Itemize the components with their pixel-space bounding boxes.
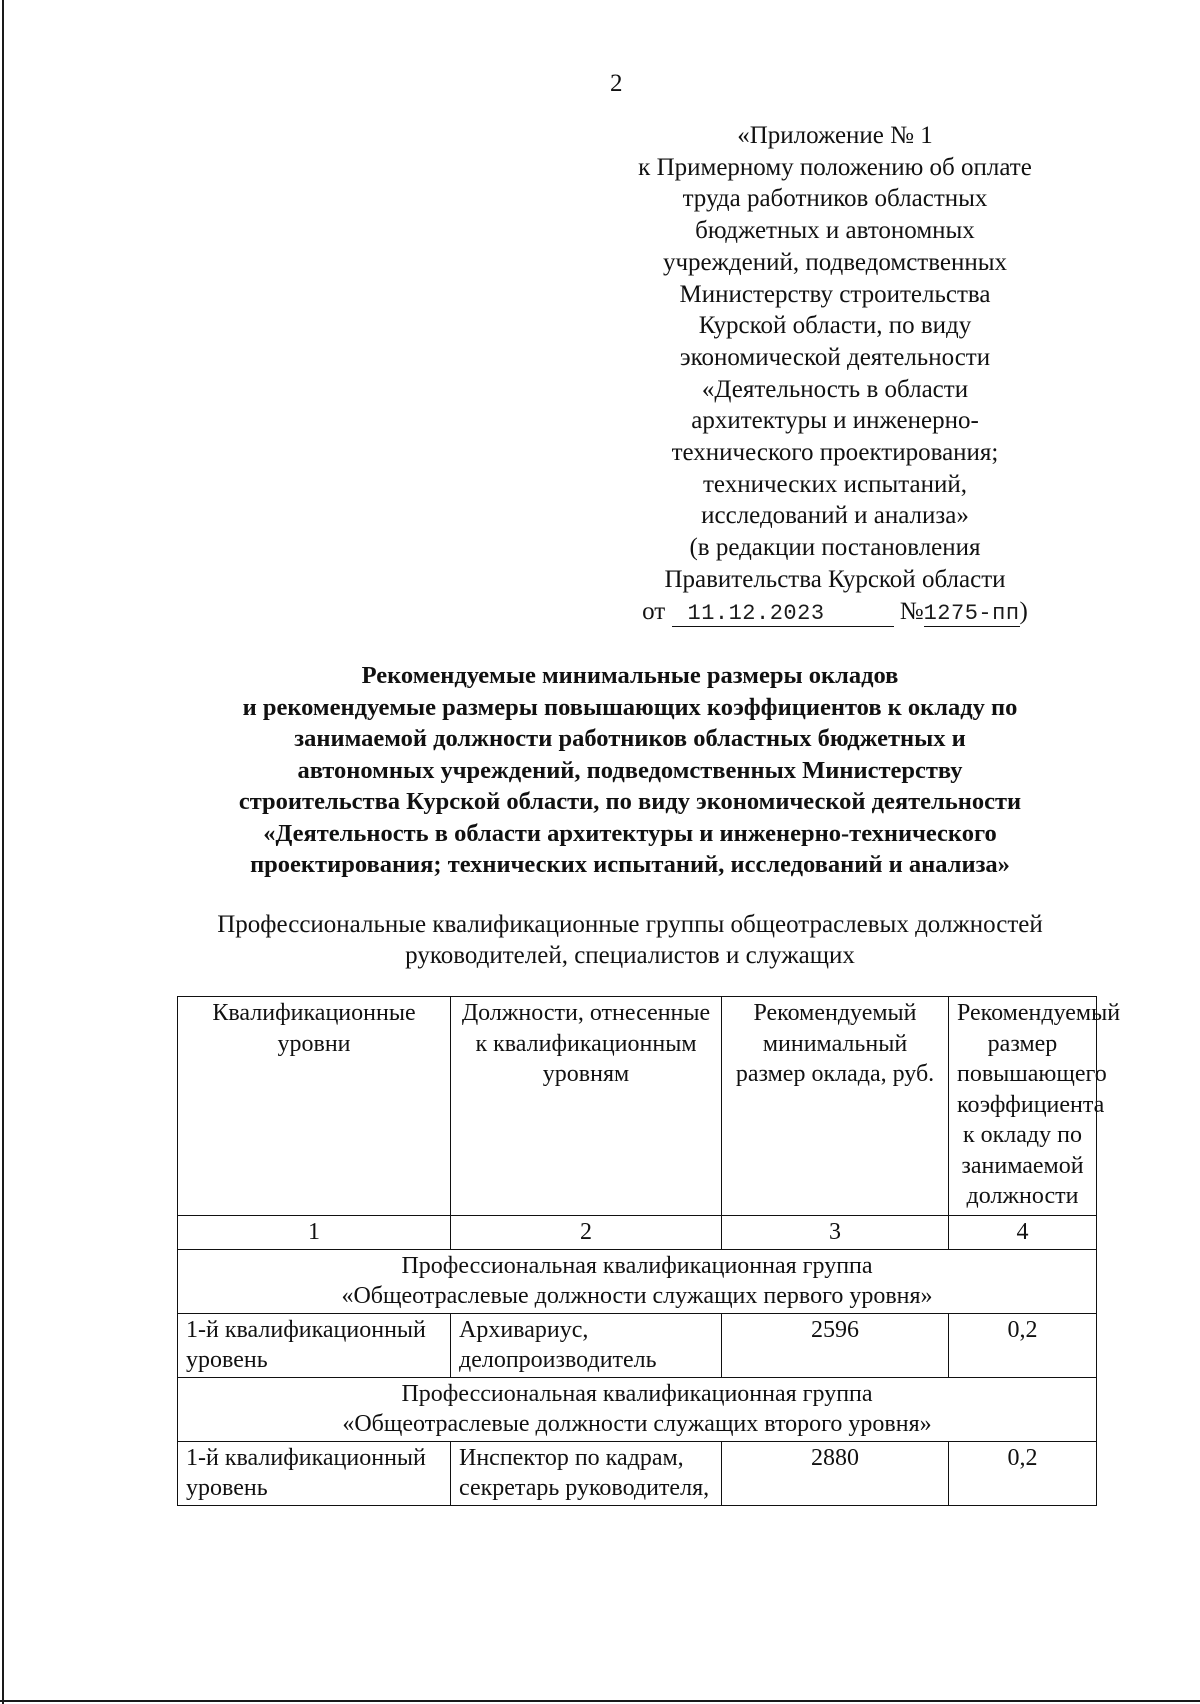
closing-paren: ) [1019, 597, 1028, 625]
resolution-number: 1275-пп [923, 600, 1020, 626]
group-title-row [178, 1377, 1097, 1441]
appendix-line: технических испытаний, [703, 470, 967, 498]
cell-positions: Инспектор по кадрам, секретарь руководителя, [451, 1441, 722, 1505]
appendix-line: «Деятельность в области [701, 375, 969, 403]
subtitle-line: Профессиональные квалификационные группы общеотраслевых должностей [217, 911, 1043, 938]
column-number: 1 [178, 1216, 451, 1250]
header-min-salary: Рекомендуемый минимальный размер оклада, руб. [722, 997, 949, 1216]
table-header-row [178, 997, 1097, 1216]
salary-table [177, 996, 1121, 1506]
header-positions: Должности, отнесенные к квалификационным уровням [451, 997, 722, 1216]
title-line: «Деятельность в области архитектуры и инженерно-технического [263, 819, 997, 847]
cell-salary: 2596 [722, 1313, 949, 1377]
number-prefix: № [899, 597, 924, 625]
group-title [178, 1377, 1097, 1441]
column-number-row [178, 1216, 1097, 1250]
group-title-line: Профессиональная квалификационная группа [401, 1252, 873, 1279]
date-prefix: от [642, 597, 666, 625]
subtitle-line: руководителей, специалистов и служащих [405, 942, 855, 969]
appendix-line: архитектуры и инженерно- [691, 407, 979, 435]
title-line: занимаемой должности работников областных бюджетных и [294, 725, 966, 752]
cell-salary: 2880 [722, 1441, 949, 1505]
cell-positions: Архивариус, делопроизводитель [451, 1313, 722, 1377]
appendix-line: Правительства Курской области [664, 565, 1006, 593]
column-number: 2 [451, 1216, 722, 1250]
document-title [160, 660, 1100, 881]
appendix-line: труда работников областных [682, 185, 988, 213]
header-coefficient: Рекомендуемый размер повышающего коэффициента к окладу по занимаемой должности [949, 997, 1097, 1216]
appendix-line: к Примерному положению об оплате [638, 153, 1032, 181]
group-title-line: Профессиональная квалификационная группа [401, 1380, 873, 1407]
appendix-line: Курской области, по виду [698, 312, 972, 340]
appendix-block [600, 120, 1070, 627]
scan-left-border [2, 0, 4, 1704]
column-number: 3 [722, 1216, 949, 1250]
appendix-line: «Приложение № 1 [737, 122, 933, 149]
title-line: Рекомендуемые минимальные размеры окладов [361, 662, 899, 689]
resolution-date: 11.12.2023 [672, 602, 894, 627]
title-line: проектирования; технических испытаний, исследований и анализа» [250, 851, 1010, 878]
appendix-line: учреждений, подведомственных [662, 248, 1008, 276]
appendix-line: бюджетных и автономных [695, 217, 975, 245]
title-line: строительства Курской области, по виду экономической деятельности [238, 788, 1022, 815]
appendix-line: Министерству строительства [679, 280, 991, 308]
column-number: 4 [949, 1216, 1097, 1250]
appendix-line: экономической деятельности [679, 343, 991, 371]
resolution-date-line [600, 596, 1070, 628]
group-title-line: «Общеотраслевые должности служащих первого уровня» [341, 1283, 933, 1309]
cell-coefficient: 0,2 [949, 1313, 1097, 1377]
group-title-row [178, 1249, 1097, 1313]
table-row [178, 1441, 1097, 1505]
appendix-line: технического проектирования; [671, 439, 999, 467]
scan-bottom-border [0, 1700, 1200, 1702]
title-line: автономных учреждений, подведомственных Министерству [297, 756, 963, 784]
page-number: 2 [610, 70, 623, 97]
cell-level: 1-й квалификационный уровень [178, 1313, 451, 1377]
group-title [178, 1249, 1097, 1313]
section-subtitle [160, 909, 1100, 971]
table-row [178, 1313, 1097, 1377]
cell-coefficient: 0,2 [949, 1441, 1097, 1505]
appendix-line: исследований и анализа» [701, 502, 969, 530]
header-qualification-levels: Квалификационные уровни [178, 997, 451, 1216]
title-line: и рекомендуемые размеры повышающих коэффициентов к окладу по [242, 693, 1018, 721]
cell-level: 1-й квалификационный уровень [178, 1441, 451, 1505]
appendix-line: (в редакции постановления [689, 534, 981, 562]
group-title-line: «Общеотраслевые должности служащих второго уровня» [342, 1411, 932, 1437]
